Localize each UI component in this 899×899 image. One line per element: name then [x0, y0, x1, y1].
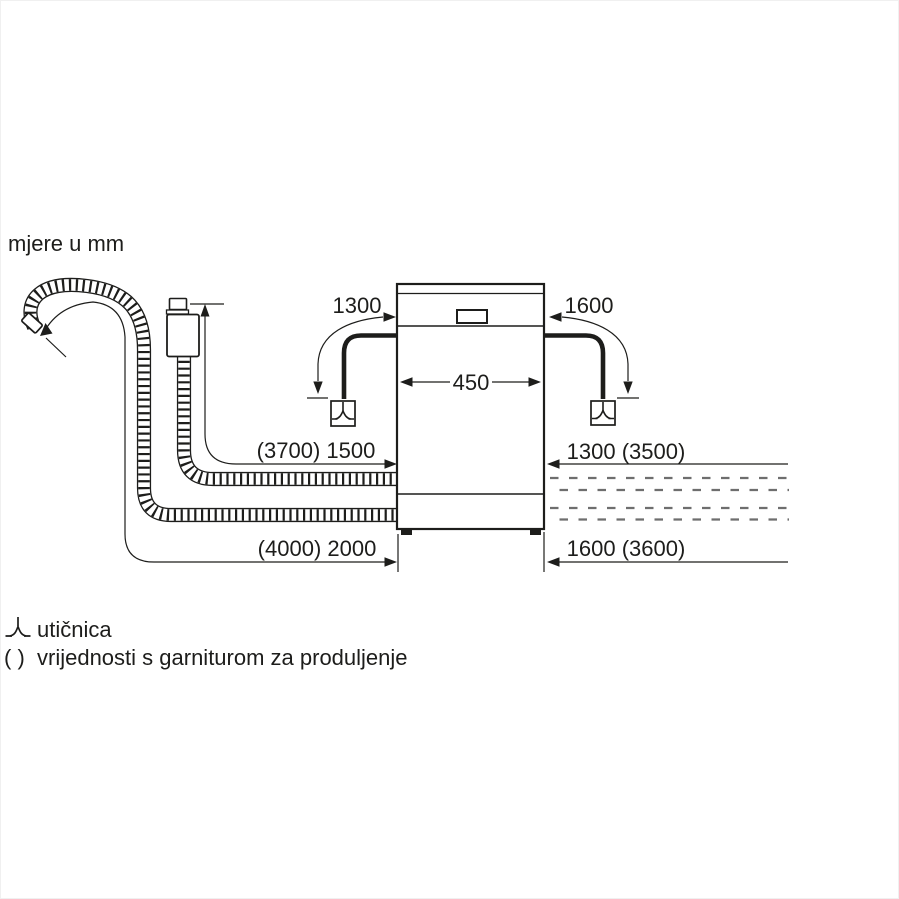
arrow-down	[313, 382, 322, 395]
arrow-right	[384, 312, 397, 321]
socket-icon	[6, 617, 31, 636]
hose-extension-dashed-lines	[550, 478, 789, 520]
arrow-up	[201, 304, 210, 317]
legend-socket-label: utičnica	[37, 617, 112, 642]
tap-connector	[170, 299, 187, 310]
connector-flange	[167, 310, 189, 314]
leader-stub	[46, 338, 66, 357]
arrow-left	[547, 557, 560, 566]
cable-left-dimension-leader	[307, 312, 396, 398]
aquastop-valve	[167, 299, 200, 357]
foot-left	[401, 529, 412, 535]
socket-left	[331, 401, 355, 426]
installation-diagram	[1, 1, 899, 899]
aquastop-box	[167, 315, 199, 357]
arrow-left	[547, 459, 560, 468]
drain-hose-dimension-leader	[40, 302, 397, 567]
arrow-down	[623, 382, 632, 395]
dishwasher-front	[397, 284, 544, 535]
dim-cable-right-label: 1600	[564, 293, 614, 318]
page-title: mjere u mm	[8, 231, 125, 256]
cable-right-dimension-leader	[549, 312, 639, 398]
dim-cable-left-label: 1300	[332, 293, 382, 318]
foot-right	[530, 529, 541, 535]
legend	[4, 617, 408, 670]
power-cable-left	[344, 336, 397, 400]
dim-drain-hose-label: (4000) 2000	[257, 536, 377, 561]
arrow-left	[549, 312, 562, 321]
socket-right	[591, 401, 615, 425]
dim-width-label: 450	[452, 370, 490, 395]
arrow-right	[385, 557, 398, 566]
power-cable-right	[544, 336, 603, 400]
legend-paren-symbol: ( )	[4, 645, 25, 670]
legend-paren-label: vrijednosti s garniturom za produljenje	[37, 645, 408, 670]
dim-supply-hose-label: (3700) 1500	[256, 438, 376, 463]
dim-supply-right-label: 1300 (3500)	[566, 439, 686, 464]
arrow-right	[385, 459, 398, 468]
dim-drain-right-label: 1600 (3600)	[566, 536, 686, 561]
door-handle	[457, 310, 487, 323]
